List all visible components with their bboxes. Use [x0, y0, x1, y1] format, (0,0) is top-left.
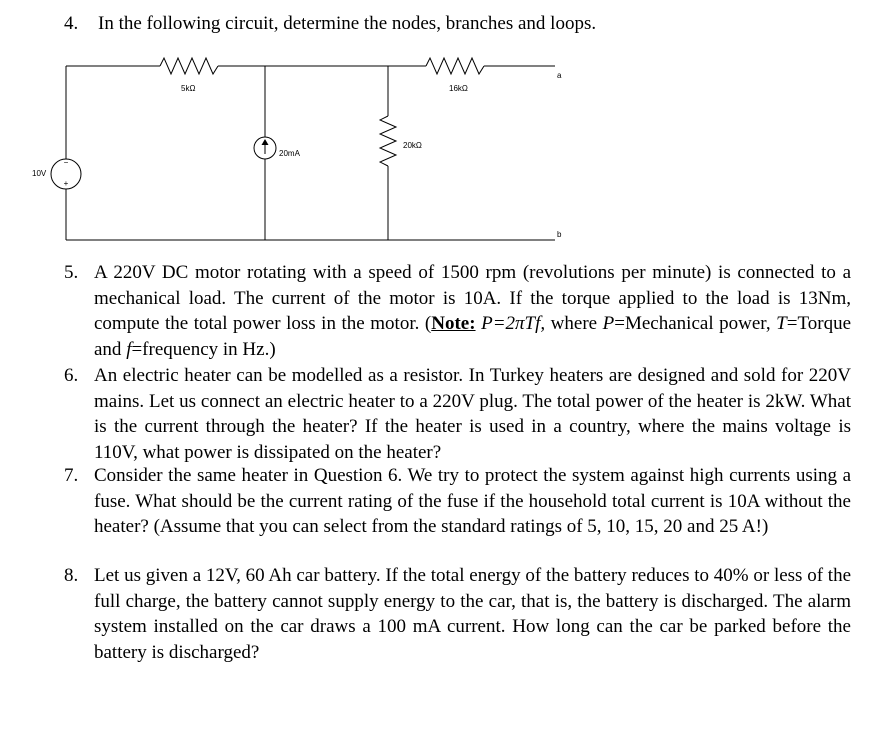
- label-20k: 20kΩ: [403, 141, 422, 150]
- question-text: Consider the same heater in Question 6. We try to protect the system against high currents using a fuse. What should be the current rating of the fuse if the household total current is 10A without the heater? (Assume that you can select from the standard ratings of 5, 10, 15, 20 and 25 A!): [94, 465, 851, 538]
- resistor-5k: [160, 58, 218, 74]
- resistor-16k: [426, 58, 484, 74]
- label-20ma: 20mA: [279, 149, 300, 158]
- label-10v: 10V: [32, 169, 47, 178]
- label-5k: 5kΩ: [181, 84, 196, 93]
- question-text: In the following circuit, determine the nodes, branches and loops.: [98, 13, 597, 34]
- voltage-source-minus: −: [63, 158, 69, 167]
- note-label: Note:: [431, 313, 476, 335]
- power-formula: P=2πTf,: [475, 313, 546, 335]
- question-number: 4.: [64, 13, 79, 34]
- terminal-b: b: [557, 230, 562, 239]
- label-16k: 16kΩ: [449, 84, 468, 93]
- question-number: 8.: [64, 565, 79, 586]
- circuit-diagram: [26, 48, 586, 248]
- question-number: 7.: [64, 465, 79, 486]
- current-arrow-head: [262, 139, 269, 145]
- question-number: 5.: [64, 262, 79, 283]
- question-text: Let us given a 12V, 60 Ah car battery. If the total energy of the battery reduces to 40% or less of the full charge, the battery cannot supply energy to the car, that is, the battery is discharged. The alarm system installed on the car draws a 100 mA current. How long can the car be parked before the battery is discharged?: [94, 565, 851, 663]
- terminal-a: a: [557, 71, 562, 80]
- resistor-20k: [380, 116, 396, 166]
- voltage-source-plus: +: [63, 179, 69, 188]
- question-text: An electric heater can be modelled as a resistor. In Turkey heaters are designed and sold for 220V mains. Let us connect an electric heater to a 220V plug. The total power of the heater is 2kW. What is the current through the heater? If the heater is used in a country, where the mains voltage is 110V, what power is dissipated on the heater?: [94, 365, 851, 463]
- question-number: 6.: [64, 365, 79, 386]
- question-text: A 220V DC motor rotating with a speed of 1500 rpm (revolutions per minute) is connected to a mechanical load. The current of the motor is 10A. If the torque applied to the load is 13Nm, compute the total power loss in the motor. (Note: P=2πTf, where P=Mechanical power, T=Torque and f=frequency in Hz.): [94, 262, 852, 360]
